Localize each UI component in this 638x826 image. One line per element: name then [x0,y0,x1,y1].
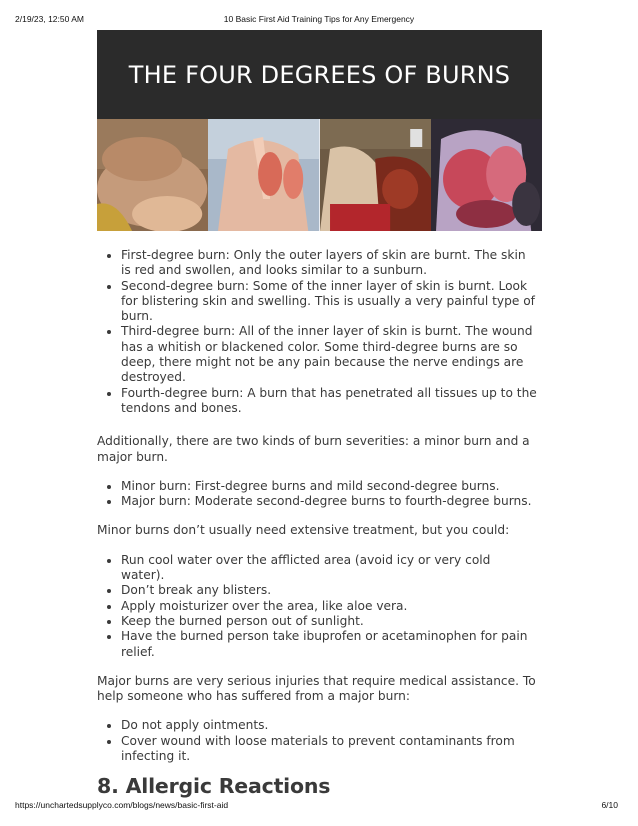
major-burn-intro-paragraph: Major burns are very serious injuries that require medical assistance. To help someone who has suffered from a major burn: [97,673,536,704]
severity-list [97,479,537,510]
minor-burn-intro-paragraph: Minor burns don’t usually need extensive treatment, but you could: [97,523,510,538]
minor-burn-steps-list [97,553,537,660]
list-item: • Major burn: Moderate second-degree burns to fourth-degree burns. [121,494,537,509]
burn-degrees-list [97,248,537,416]
banner-title-band [97,30,542,119]
list-item: • Run cool water over the afflicted area (avoid icy or very cold water). [121,553,537,584]
list-item: • Don’t break any blisters. [121,583,537,598]
list-item: • Minor burn: First-degree burns and mild second-degree burns. [121,479,537,494]
list-item: • Do not apply ointments. [121,718,537,733]
burn-degrees-banner [97,30,542,231]
print-header [0,14,638,28]
burn-photos-strip [97,119,542,231]
print-datetime: 2/19/23, 12:50 AM [15,14,84,24]
severity-intro-paragraph: Additionally, there are two kinds of burn severities: a minor burn and a major burn. [97,434,530,464]
list-item: • Cover wound with loose materials to prevent contaminants from infecting it. [121,734,537,765]
second-degree-burn-photo [208,119,319,231]
print-page-url: https://unchartedsupplyco.com/blogs/news/basic-first-aid [15,800,229,810]
article-content [97,248,537,799]
list-item: • Have the burned person take ibuprofen or acetaminophen for pain relief. [121,629,537,660]
section-heading-allergic-reactions: 8. Allergic Reactions [97,774,331,799]
banner-title: THE FOUR DEGREES OF BURNS [128,60,511,89]
fourth-degree-burn-photo [431,119,542,231]
print-footer [0,800,638,814]
list-item: • Second-degree burn: Some of the inner layer of skin is burnt. Look for blistering skin and swelling. This is usually a very painful type of burn. [121,279,537,325]
list-item: • Fourth-degree burn: A burn that has penetrated all tissues up to the tendons and bones. [121,386,537,417]
list-item: • Apply moisturizer over the area, like aloe vera. [121,599,537,614]
first-degree-burn-photo [97,119,208,231]
list-item: • Third-degree burn: All of the inner layer of skin is burnt. The wound has a whitish or blackened color. Some third-degree burns are so deep, there might not be any pain because the nerve endings are destroyed. [121,324,537,385]
third-degree-burn-photo [320,119,431,231]
major-burn-steps-list [97,718,537,764]
list-item: • First-degree burn: Only the outer layers of skin are burnt. The skin is red and swollen, and looks similar to a sunburn. [121,248,537,279]
list-item: • Keep the burned person out of sunlight. [121,614,537,629]
print-document-title: 10 Basic First Aid Training Tips for Any Emergency [223,14,415,24]
print-page-number: 6/10 [601,800,618,810]
